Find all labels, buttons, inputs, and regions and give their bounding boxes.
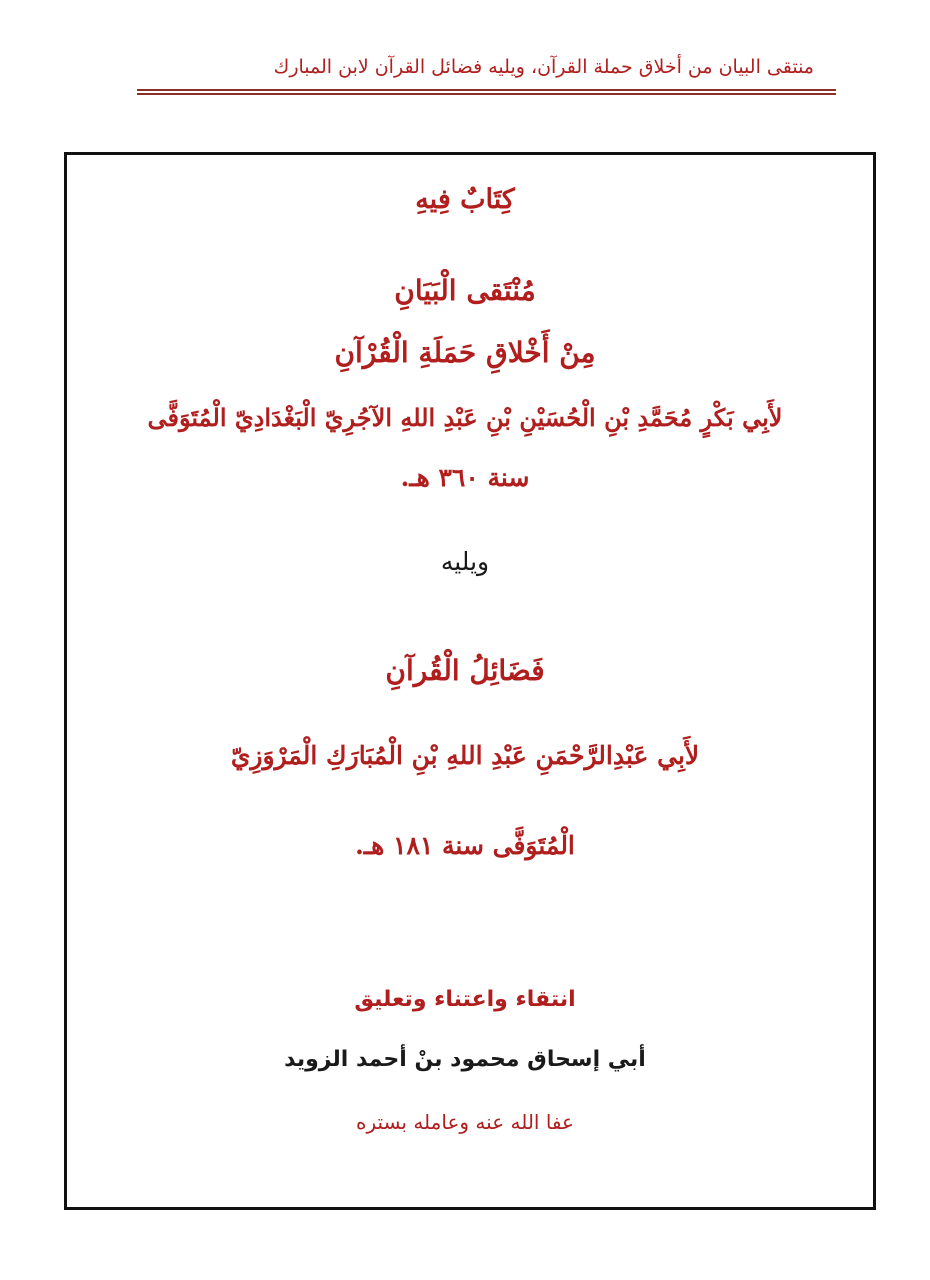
second-work-death-year: الْمُتَوَفَّى سنة ١٨١ هـ. [355,831,575,860]
first-work-title-line2: مِنْ أَخْلاقِ حَمَلَةِ الْقُرْآنِ [334,336,596,369]
book-intro: كِتَابٌ فِيهِ [415,184,515,215]
editor-name: أبي إسحاق محمود بنْ أحمد الزويد [284,1047,646,1072]
first-work-author: لأَبِي بَكْرٍ مُحَمَّدِ بْنِ الْحُسَيْنِ بْنِ عَبْدِ اللهِ الآجُرِيّ الْبَغْدَادِيّ الْمُتَوَفَّى [147,403,783,432]
header-rule [137,89,836,95]
first-work-death-year: سنة ٣٦٠ هـ. [400,463,530,492]
followed-by: ويليه [440,547,490,576]
running-header: منتقى البيان من أخلاق حملة القرآن، ويليه فضائل القرآن لابن المبارك [273,56,814,78]
second-work-author: لأَبِي عَبْدِالرَّحْمَنِ عَبْدِ اللهِ بْنِ الْمُبَارَكِ الْمَرْوَزِيّ [230,741,700,770]
first-work-title-line1: مُنْتَقى الْبَيَانِ [394,274,536,307]
editor-prayer: عفا الله عنه وعامله بستره [356,1110,574,1134]
second-work-title: فَضَائِلُ الْقُرآنِ [385,654,545,687]
editing-note: انتقاء واعتناء وتعليق [354,987,576,1012]
